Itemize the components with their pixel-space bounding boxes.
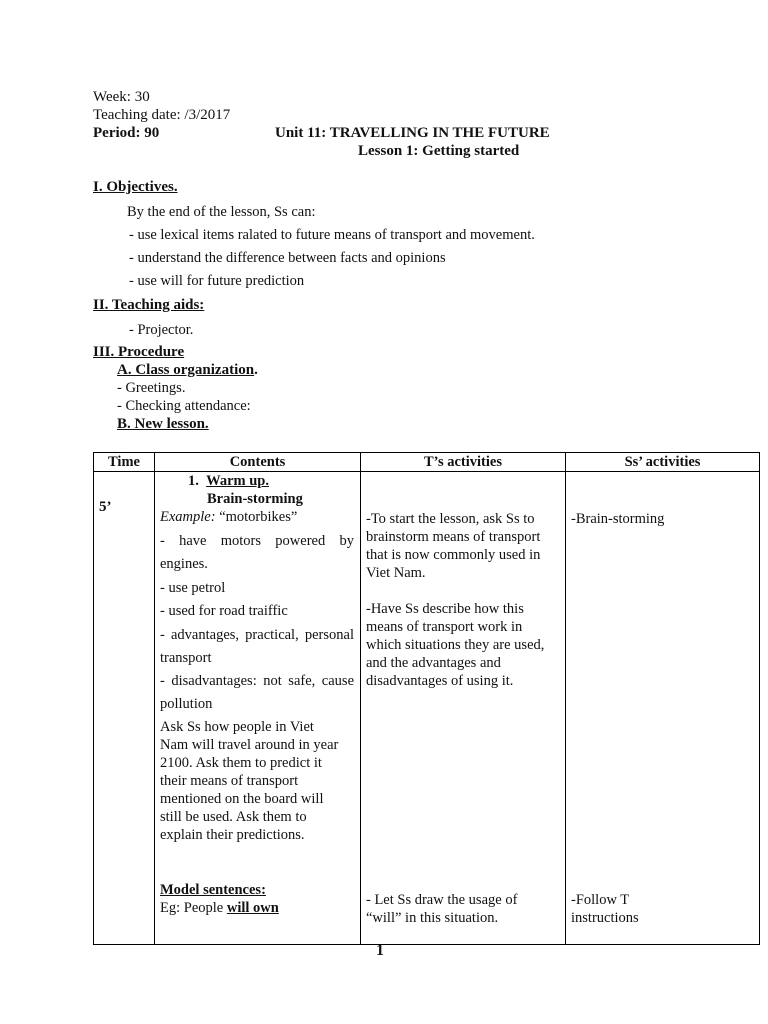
warmup-number: 1. bbox=[188, 473, 199, 489]
warmup-heading bbox=[188, 472, 269, 490]
example-sentence bbox=[160, 899, 279, 917]
ask-instructions: Ask Ss how people in Viet Nam will travel around in year 2100. Ask them to predict it their means of transport mentioned on the board will still be used. Ask them to explain their predictions. bbox=[160, 719, 339, 843]
class-organization-heading bbox=[117, 362, 258, 379]
header-student-activities: Ss’ activities bbox=[566, 453, 760, 472]
example-sentence-bold: will own bbox=[226, 900, 279, 916]
table-row bbox=[94, 472, 760, 945]
teacher-activity: -Have Ss describe how this means of transport work in which situations they are used, and the advantages and disadvantages of using it. bbox=[366, 601, 545, 689]
brainstorm-title: Brain-storming bbox=[207, 491, 303, 507]
example-sentence-prefix: Eg: People bbox=[160, 900, 227, 916]
week-label: Week: 30 bbox=[93, 89, 150, 105]
objective-item: - understand the difference between facts and opinions bbox=[129, 250, 446, 266]
time-cell bbox=[94, 472, 155, 945]
teaching-date: Teaching date: /3/2017 bbox=[93, 107, 231, 123]
student-activity: -Brain-storming bbox=[571, 511, 665, 527]
student-activities-cell bbox=[566, 472, 760, 945]
contents-cell bbox=[155, 472, 361, 945]
class-item: - Greetings. bbox=[117, 380, 186, 396]
warmup-title: Warm up. bbox=[206, 473, 269, 489]
example-label: Example: bbox=[160, 509, 216, 525]
header-contents: Contents bbox=[155, 453, 361, 472]
teacher-activity: - Let Ss draw the usage of “will” in this situation. bbox=[366, 892, 518, 926]
header-teacher-activities: T’s activities bbox=[361, 453, 566, 472]
new-lesson-heading: B. New lesson. bbox=[117, 416, 209, 432]
header-time: Time bbox=[94, 453, 155, 472]
objectives-intro: By the end of the lesson, Ss can: bbox=[127, 204, 316, 220]
objectives-heading: I. Objectives. bbox=[93, 179, 178, 195]
lesson-title: Lesson 1: Getting started bbox=[358, 143, 520, 159]
teacher-activity: -To start the lesson, ask Ss to brainstorm means of transport that is now commonly used in Viet Nam. bbox=[366, 511, 541, 581]
unit-title: Unit 11: TRAVELLING IN THE FUTURE bbox=[275, 125, 550, 141]
student-activity: -Follow T instructions bbox=[571, 892, 639, 926]
table-header-row bbox=[94, 453, 760, 472]
feature-item: - advantages, practical, personal transport bbox=[160, 627, 354, 666]
period-label: Period: 90 bbox=[93, 125, 160, 141]
teaching-aids-heading: II. Teaching aids: bbox=[93, 297, 205, 313]
class-item: - Checking attendance: bbox=[117, 398, 251, 414]
teaching-aid-item: - Projector. bbox=[129, 322, 194, 338]
class-organization-label: A. Class organization bbox=[117, 362, 255, 378]
example-line bbox=[160, 508, 297, 526]
feature-item: - used for road traiffic bbox=[160, 603, 288, 619]
feature-item: - have motors powered by engines. bbox=[160, 533, 354, 572]
procedure-heading: III. Procedure bbox=[93, 344, 185, 360]
objective-item: - use will for future prediction bbox=[129, 273, 305, 289]
page-number: 1 bbox=[376, 942, 384, 959]
class-organization-dot: . bbox=[254, 362, 258, 378]
feature-item: - disadvantages: not safe, cause pollution bbox=[160, 673, 354, 712]
example-value: “motorbikes” bbox=[215, 509, 298, 525]
objective-item: - use lexical items ralated to future means of transport and movement. bbox=[129, 227, 535, 243]
teacher-activities-cell bbox=[361, 472, 566, 945]
feature-item: - use petrol bbox=[160, 580, 226, 596]
lesson-plan-table bbox=[93, 452, 760, 945]
model-sentences-heading: Model sentences: bbox=[160, 882, 266, 898]
time-value: 5’ bbox=[99, 499, 112, 515]
